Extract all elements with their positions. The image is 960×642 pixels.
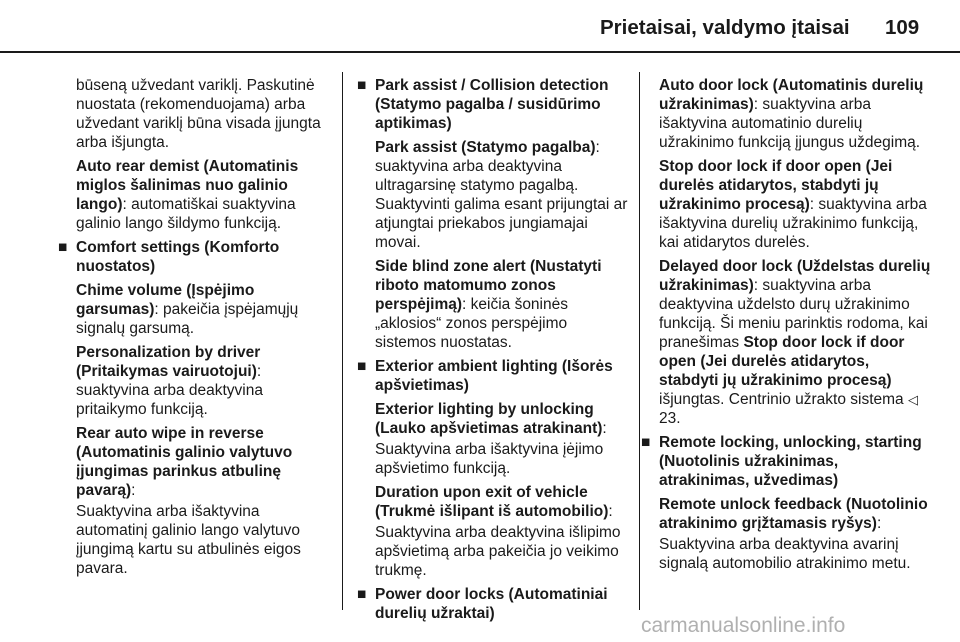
delayed-door-lock-reference-heading: Stop door lock if door open (Jei durelės atidarytos, stabdyti jų užrakinimo procesą) (659, 334, 905, 389)
delayed-door-lock-item (659, 257, 931, 428)
column-2 (357, 76, 629, 628)
unlock-lighting-colon: : (602, 420, 607, 437)
chime-volume-text: : pakeičia įspėjamųjų signalų garsumą. (76, 301, 299, 337)
park-assist-heading: Park assist (Statymo pagalba) (375, 139, 596, 156)
ambient-lighting-bullet (357, 357, 629, 395)
remote-locking-heading: Remote locking, unlocking, starting (Nuotolinis užrakinimas, atrakinimas, užvedimas) (659, 434, 922, 489)
park-assist-item (375, 138, 629, 252)
rear-demist-item (76, 157, 328, 233)
park-assist-bullet (357, 76, 629, 133)
unlock-lighting-paragraph: Suaktyvina arba išaktyvina įėjimo apšvietimo funkciją. (375, 441, 604, 477)
ambient-lighting-heading: Exterior ambient lighting (Išorės apšvietimas) (375, 358, 613, 394)
exit-duration-heading: Duration upon exit of vehicle (Trukmė išlipant iš automobilio) (375, 484, 609, 520)
personalization-item (76, 343, 328, 419)
remote-locking-bullet (641, 433, 931, 490)
watermark: carmanualsonline.info (641, 614, 846, 637)
unlock-lighting-item (375, 400, 629, 438)
stop-door-lock-text: : suaktyvina arba išaktyvina durelių užrakinimo funkciją, kai atidarytos durelės. (659, 196, 927, 251)
door-locks-bullet (357, 585, 629, 623)
rear-wipe-colon: : (131, 482, 136, 499)
column-divider-left (342, 72, 343, 610)
delayed-door-lock-heading: Delayed door lock (Uždelstas durelių užrakinimas) (659, 258, 931, 294)
personalization-text: : suaktyvina arba deaktyvina pritaikymo funkciją. (76, 363, 263, 418)
park-assist-bullet-heading: Park assist / Collision detection (Statymo pagalba / susidūrimo aptikimas) (375, 77, 609, 132)
remote-feedback-heading: Remote unlock feedback (Nuotolinio atrakinimo grįžtamasis ryšys) (659, 496, 928, 532)
door-locks-heading: Power door locks (Automatiniai durelių užraktai) (375, 586, 608, 622)
personalization-heading: Personalization by driver (Pritaikymas vairuotojui) (76, 344, 261, 380)
delayed-door-lock-text-2: išjungtas. Centrinio užrakto sistema (659, 391, 908, 408)
rear-wipe-paragraph: Suaktyvina arba išaktyvina automatinį galinio lango valytuvo įjungimą kartu su atbulinės eigos pavara. (76, 503, 301, 577)
page-reference-number: 23. (659, 410, 681, 427)
comfort-settings-heading: Comfort settings (Komforto nuostatos) (76, 239, 280, 275)
page-reference-arrow-icon: ◁ (907, 392, 918, 407)
column-divider-right (639, 72, 640, 610)
auto-door-lock-text: : suaktyvina arba išaktyvina automatinio durelių užrakinimo funkciją įjungus uždegimą. (659, 96, 921, 151)
rear-wipe-heading: Rear auto wipe in reverse (Automatinis galinio valytuvo įjungimas parinkus atbulinę pavarą) (76, 425, 293, 499)
bullet-mark: ■ (357, 77, 367, 94)
column-1 (58, 76, 328, 583)
unlock-lighting-heading: Exterior lighting by unlocking (Lauko apšvietimas atrakinant) (375, 401, 603, 437)
exit-duration-item (375, 483, 629, 521)
bullet-mark: ■ (58, 239, 68, 256)
exit-duration-paragraph: Suaktyvina arba deaktyvina išlipimo apšvietimą arba pakeičia jo veikimo trukmę. (375, 524, 621, 579)
stop-door-lock-heading: Stop door lock if door open (Jei durelės atidarytos, stabdyti jų užrakinimo procesą) (659, 158, 893, 213)
rear-demist-text: : automatiškai suaktyvina galinio lango šildymo funkciją. (76, 196, 296, 232)
page-title: Prietaisai, valdymo įtaisai (600, 16, 850, 39)
blind-zone-heading: Side blind zone alert (Nustatyti riboto matomumo zonos perspėjimą) (375, 258, 602, 313)
header-rule (0, 51, 960, 53)
column-3 (641, 76, 931, 578)
park-assist-text: : suaktyvina arba deaktyvina ultragarsinę statymo pagalbą. Suaktyvinti galima esant prijungtai ar atjungtai priekabos jungiamajai movai. (375, 139, 628, 251)
chime-volume-heading: Chime volume (Įspėjimo garsumas) (76, 282, 255, 318)
blind-zone-item (375, 257, 629, 352)
comfort-settings-bullet (58, 238, 328, 276)
bullet-mark: ■ (357, 358, 367, 375)
stop-door-lock-item (659, 157, 931, 252)
blind-zone-text: : keičia šoninės „aklosios“ zonos perspėjimo sistemos nuostatas. (375, 296, 568, 351)
remote-feedback-paragraph: Suaktyvina arba deaktyvina avarinį signalą automobilio atrakinimo metu. (659, 536, 911, 572)
page-number: 109 (885, 16, 920, 39)
chime-volume-item (76, 281, 328, 338)
exit-duration-colon: : (608, 503, 613, 520)
bullet-mark: ■ (357, 586, 367, 603)
remote-feedback-item (659, 495, 931, 533)
bullet-mark: ■ (641, 434, 651, 451)
auto-door-lock-item (659, 76, 931, 152)
rear-wipe-item (76, 424, 328, 500)
continuation-paragraph: būseną užvedant variklį. Paskutinė nuostata (rekomenduojama) arba užvedant variklį būna visada įjungta arba išjungta. (76, 77, 321, 151)
delayed-door-lock-text: : suaktyvina arba deaktyvina uždelsto durų užrakinimo funkciją. Ši meniu parinktis rodoma, kai pranešimas (659, 277, 928, 351)
rear-demist-heading: Auto rear demist (Automatinis miglos šalinimas nuo galinio lango) (76, 158, 299, 213)
auto-door-lock-heading: Auto door lock (Automatinis durelių užrakinimas) (659, 77, 924, 113)
remote-feedback-colon: : (876, 515, 882, 532)
